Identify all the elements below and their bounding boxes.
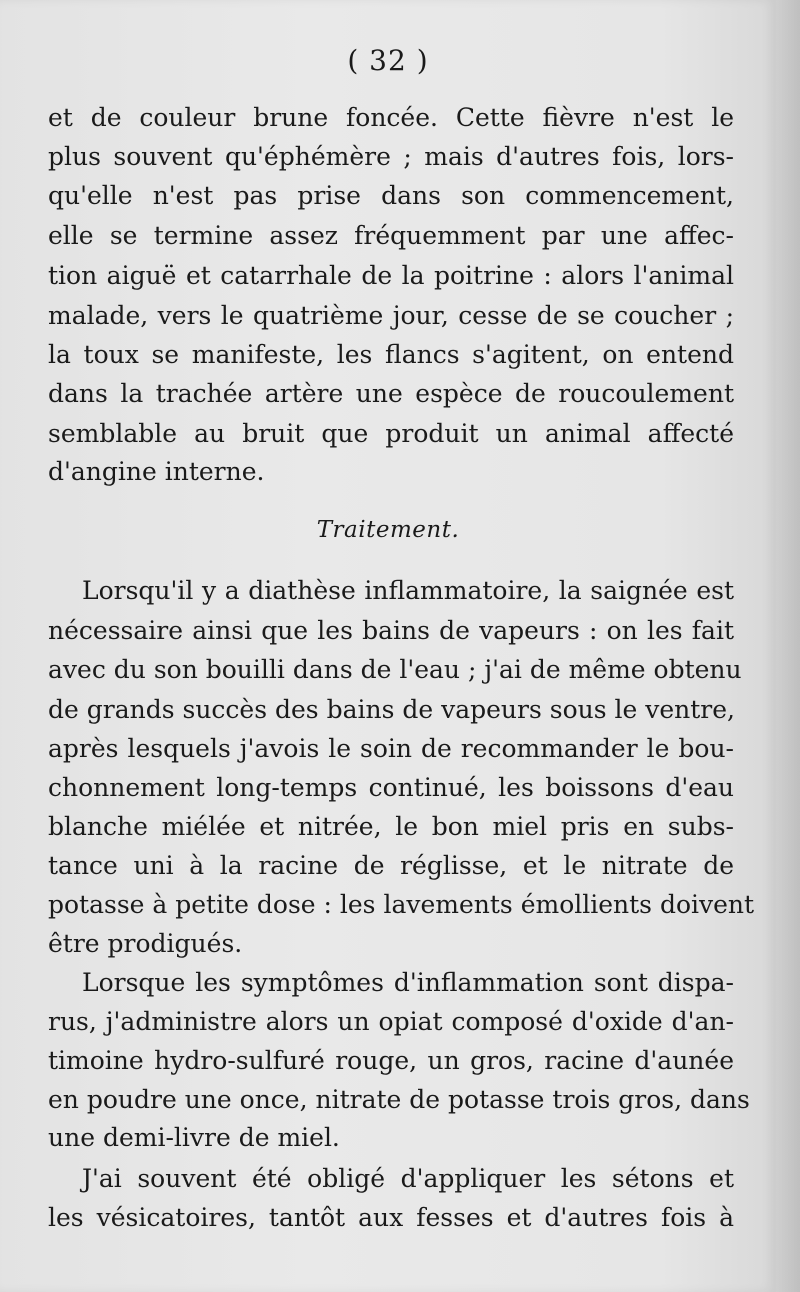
text-line: Lorsque les symptômes d'inflammation sont dispa- [82,968,734,997]
text-line: avec du son bouilli dans de l'eau ; j'ai de même obtenu [48,655,742,684]
text-line: être prodigués. [48,929,243,958]
text-line: en poudre une once, nitrate de potasse trois gros, dans [48,1085,750,1114]
text-line: nécessaire ainsi que les bains de vapeurs : on les fait [48,616,734,645]
text-line: les vésicatoires, tantôt aux fesses et d'autres fois à [48,1203,734,1232]
text-line: semblable au bruit que produit un animal affecté [48,419,734,448]
text-line: tance uni à la racine de réglisse, et le nitrate de [48,851,734,880]
text-line: plus souvent qu'éphémère ; mais d'autres fois, lors- [48,142,734,171]
text-line: dans la trachée artère une espèce de roucoulement [48,379,734,408]
section-heading: Traitement. [316,517,460,543]
text-line: tion aiguë et catarrhale de la poitrine : alors l'animal [48,261,734,290]
text-line: rus, j'administre alors un opiat composé d'oxide d'an- [48,1007,734,1036]
text-line: chonnement long-temps continué, les boissons d'eau [48,773,734,802]
text-line: de grands succès des bains de vapeurs sous le ventre, [48,695,735,724]
page-number: ( 32 ) [347,44,429,77]
text-line: une demi-livre de miel. [48,1123,340,1152]
text-line: timoine hydro-sulfuré rouge, un gros, racine d'aunée [48,1046,734,1075]
text-line: blanche miélée et nitrée, le bon miel pris en subs- [48,812,734,841]
text-line: potasse à petite dose : les lavements émollients doivent [48,890,755,919]
text-line: la toux se manifeste, les flancs s'agitent, on entend [48,340,734,369]
page-edge [776,0,800,1292]
text-line: malade, vers le quatrième jour, cesse de se coucher ; [48,301,734,330]
text-line: après lesquels j'avois le soin de recommander le bou- [48,734,734,763]
text-line: et de couleur brune foncée. Cette fièvre n'est le [48,103,734,132]
text-line: Lorsqu'il y a diathèse inflammatoire, la saignée est [82,576,734,605]
text-line: elle se termine assez fréquemment par une affec- [48,221,734,250]
text-line: qu'elle n'est pas prise dans son commencement, [48,181,734,210]
text-line: J'ai souvent été obligé d'appliquer les sétons et [82,1164,734,1193]
text-line: d'angine interne. [48,457,265,486]
